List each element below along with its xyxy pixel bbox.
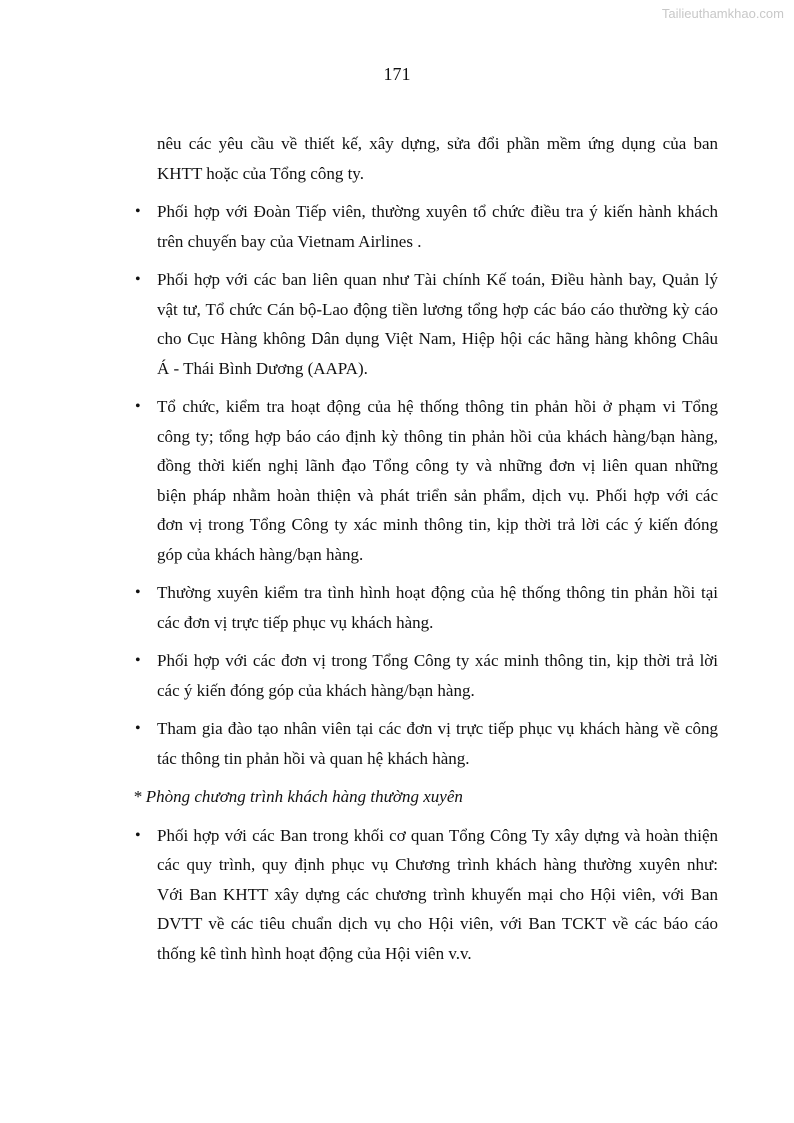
text-line: Phối hợp với các đơn vị trong Tổng Công ty xác minh thông tin, kịp thời trả lời [157, 651, 718, 670]
section-paragraph-group [135, 821, 718, 969]
bullet-icon: • [135, 203, 141, 220]
bullet-icon: • [135, 271, 141, 288]
text-line: tác thông tin phản hồi và quan hệ khách hàng. [157, 748, 470, 768]
text-line: các quy trình, quy định phục vụ Chương trình khách hàng thường xuyên như: [157, 855, 718, 874]
text-line: Á - Thái Bình Dương (AAPA). [157, 358, 368, 378]
bullet-icon: • [135, 398, 141, 415]
section-heading: * Phòng chương trình khách hàng thường xuyên [133, 787, 463, 806]
watermark: Tailieuthamkhao.com [661, 6, 784, 21]
text-line: đồng thời kiến nghị lãnh đạo Tổng công ty và những đơn vị liên quan những [157, 456, 718, 475]
text-line: Phối hợp với các ban liên quan như Tài chính Kế toán, Điều hành bay, Quản lý [157, 270, 718, 289]
bullet-item [135, 821, 718, 969]
paragraph-group [135, 129, 718, 773]
text-line: Tham gia đào tạo nhân viên tại các đơn vị trực tiếp phục vụ khách hàng về công [157, 719, 718, 738]
text-line: KHTT hoặc của Tổng công ty. [157, 163, 364, 183]
text-line: trên chuyến bay của Vietnam Airlines . [157, 231, 422, 251]
text-line: biện pháp nhằm hoàn thiện và phát triển sản phẩm, dịch vụ. Phối hợp với các [157, 485, 718, 505]
text-line: các ý kiến đóng góp của khách hàng/bạn hàng. [157, 680, 475, 700]
bullet-icon: • [135, 652, 141, 669]
bullet-item [135, 578, 718, 637]
paragraph [157, 129, 718, 188]
text-line: công ty; tổng hợp báo cáo định kỳ thông tin phản hồi của khách hàng/bạn hàng, [157, 426, 718, 446]
bullet-icon: • [135, 826, 141, 844]
text-line: Với Ban KHTT xây dựng các chương trình khuyến mại cho Hội viên, với Ban [157, 884, 718, 904]
text-line: góp của khách hàng/bạn hàng. [157, 544, 364, 564]
bullet-item [135, 392, 718, 569]
bullet-item [135, 714, 718, 773]
text-line: đơn vị trong Tổng Công ty xác minh thông tin, kịp thời trả lời các ý kiến đóng [157, 515, 718, 534]
text-line: DVTT về các tiêu chuẩn dịch vụ cho Hội viên, với Ban TCKT về các báo cáo [157, 914, 718, 933]
document-body [133, 129, 718, 977]
text-line: Thường xuyên kiểm tra tình hình hoạt động của hệ thống thông tin phản hồi tại [157, 583, 718, 602]
text-line: vật tư, Tổ chức Cán bộ-Lao động tiền lương tổng hợp các báo cáo thường kỳ cáo [157, 299, 718, 319]
text-line: nêu các yêu cầu về thiết kế, xây dựng, sửa đổi phần mềm ứng dụng của ban [157, 134, 718, 153]
bullet-item [135, 197, 718, 256]
text-line: Phối hợp với Đoàn Tiếp viên, thường xuyên tổ chức điều tra ý kiến hành khách [157, 202, 718, 221]
text-line: cho Cục Hàng không Dân dụng Việt Nam, Hiệp hội các hãng hàng không Châu [157, 329, 718, 348]
page-number: 171 [383, 64, 411, 84]
text-line: các đơn vị trực tiếp phục vụ khách hàng. [157, 612, 434, 632]
text-line: Phối hợp với các Ban trong khối cơ quan Tổng Công Ty xây dựng và hoàn thiện [157, 825, 718, 845]
bullet-icon: • [135, 584, 141, 601]
bullet-item [135, 265, 718, 383]
bullet-item [135, 646, 718, 705]
text-line: thống kê tình hình hoạt động của Hội viên v.v. [157, 943, 472, 963]
bullet-icon: • [135, 720, 141, 737]
text-line: Tổ chức, kiểm tra hoạt động của hệ thống thông tin phản hồi ở phạm vi Tổng [157, 397, 718, 416]
